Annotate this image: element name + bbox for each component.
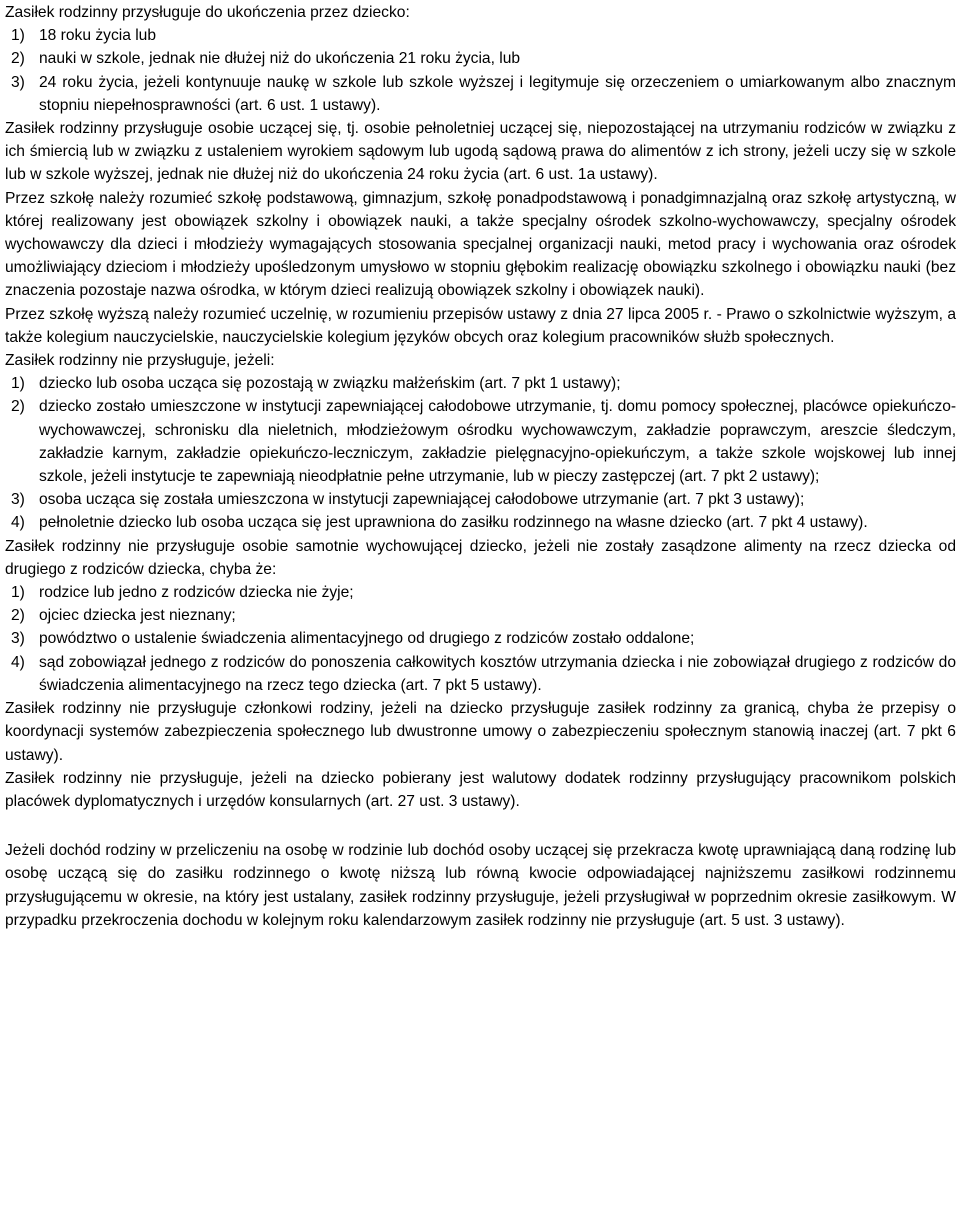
- list-item-number: 4): [11, 514, 25, 532]
- list-item: [5, 395, 956, 488]
- list-item: [5, 47, 956, 70]
- paragraph-school-definition: Przez szkołę należy rozumieć szkołę podstawową, gimnazjum, szkołę ponadpodstawową i ponadgimnazjalną oraz szkołę artystyczną, w której realizowany jest obowiązek szkolny i obowiązek nauki, a także specjalny ośrodek szkolno-wychowawczy, specjalny ośrodek wychowawczy dla dzieci i młodzieży wymagających stosowania specjalnej organizacji nauki, metod pracy i wychowania oraz ośrodek umożliwiający dzieciom i młodzieży upośledzonym umysłowo w stopniu głębokim realizację obowiązku szkolnego i obowiązku nauki (bez znaczenia pozostaje nazwa ośrodka, w którym dzieci realizują obowiązek szkolny i obowiązek nauki).: [5, 189, 956, 300]
- list-item-text: nauki w szkole, jednak nie dłużej niż do ukończenia 21 roku życia, lub: [39, 50, 521, 68]
- list-single-parent-exceptions: [5, 581, 956, 697]
- paragraph-higher-school-definition: Przez szkołę wyższą należy rozumieć uczelnię, w rozumieniu przepisów ustawy z dnia 27 lipca 2005 r. - Prawo o szkolnictwie wyższym, a także kolegium nauczycielskie, nauczycielskie kolegium języków obcych oraz kolegium pracowników służb społecznych.: [5, 305, 956, 346]
- list-item-number: 1): [11, 27, 25, 45]
- list-item: [5, 581, 956, 604]
- list-item-text: osoba ucząca się została umieszczona w instytucji zapewniającej całodobowe utrzymanie (art. 7 pkt 3 ustawy);: [39, 491, 805, 509]
- list-item-number: 2): [11, 607, 25, 625]
- list-item-number: 3): [11, 630, 25, 648]
- list-item-number: 3): [11, 491, 25, 509]
- document-body: [5, 1, 956, 932]
- paragraph-foreign-benefit: Zasiłek rodzinny nie przysługuje członkowi rodziny, jeżeli na dziecko przysługuje zasiłek rodzinny za granicą, chyba że przepisy o koordynacji systemów zabezpieczenia społecznego lub dwustronne umowy o zabezpieczeniu społecznym stanowią inaczej (art. 7 pkt 6 ustawy).: [5, 700, 956, 764]
- list-item-text: rodzice lub jedno z rodziców dziecka nie żyje;: [39, 584, 354, 602]
- list-item-text: sąd zobowiązał jednego z rodziców do ponoszenia całkowitych kosztów utrzymania dziecka i nie zobowiązał drugiego z rodziców do świadczenia alimentacyjnego na rzecz tego dziecka (art. 7 pkt 5 ustawy).: [39, 653, 956, 694]
- list-item-text: dziecko zostało umieszczone w instytucji zapewniającej całodobowe utrzymanie, tj. domu pomocy społecznej, placówce opiekuńczo-wychowawczej, schronisku dla nieletnich, młodzieżowym ośrodku wychowawczym, zakładzie poprawczym, areszcie śledczym, zakładzie karnym, zakładzie opiekuńczo-leczniczym, zakładzie pielęgnacyjno-opiekuńczym, a także szkole wojskowej lub innej szkole, jeżeli instytucje te zapewniają nieodpłatnie pełne utrzymanie, lub w pieczy zastępczej (art. 7 pkt 2 ustawy);: [39, 398, 956, 486]
- paragraph-learning-person: Zasiłek rodzinny przysługuje osobie uczącej się, tj. osobie pełnoletniej uczącej się, niepozostającej na utrzymaniu rodziców w związku z ich śmiercią lub w związku z ustaleniem wyrokiem sądowym lub ugodą sądową prawa do alimentów z ich strony, jeżeli uczy się w szkole lub w szkole wyższej, jednak nie dłużej niż do ukończenia 24 roku życia (art. 6 ust. 1a ustawy).: [5, 120, 956, 184]
- paragraph-currency-allowance: Zasiłek rodzinny nie przysługuje, jeżeli na dziecko pobierany jest walutowy dodatek rodzinny przysługujący pracownikom polskich placówek dyplomatycznych i urzędów konsularnych (art. 27 ust. 3 ustawy).: [5, 769, 956, 810]
- paragraph-single-parent: Zasiłek rodzinny nie przysługuje osobie samotnie wychowującej dziecko, jeżeli nie zostały zasądzone alimenty na rzecz dziecka od drugiego z rodziców dziecka, chyba że:: [5, 537, 956, 578]
- list-item: [5, 372, 956, 395]
- paragraph-exclusions-intro: Zasiłek rodzinny nie przysługuje, jeżeli:: [5, 352, 275, 370]
- list-item-text: pełnoletnie dziecko lub osoba ucząca się jest uprawniona do zasiłku rodzinnego na własne dziecko (art. 7 pkt 4 ustawy).: [39, 514, 868, 532]
- list-item-number: 2): [11, 398, 25, 416]
- list-item: [5, 604, 956, 627]
- list-item-number: 3): [11, 73, 25, 91]
- list-item-text: ojciec dziecka jest nieznany;: [39, 607, 236, 625]
- paragraph-age-limits-intro: Zasiłek rodzinny przysługuje do ukończenia przez dziecko:: [5, 4, 410, 21]
- list-item: [5, 511, 956, 534]
- list-item-number: 1): [11, 584, 25, 602]
- list-item-number: 2): [11, 50, 25, 68]
- list-item: [5, 24, 956, 47]
- list-item-number: 4): [11, 653, 25, 671]
- list-exclusions: [5, 372, 956, 534]
- list-item-text: 18 roku życia lub: [39, 27, 157, 45]
- list-item-text: dziecko lub osoba ucząca się pozostają w związku małżeńskim (art. 7 pkt 1 ustawy);: [39, 375, 621, 393]
- list-item: [5, 71, 956, 117]
- list-item: [5, 488, 956, 511]
- list-item-text: powództwo o ustalenie świadczenia alimentacyjnego od drugiego z rodziców zostało oddalone;: [39, 630, 695, 648]
- paragraph-spacer: [5, 813, 956, 839]
- list-item: [5, 627, 956, 650]
- list-item-number: 1): [11, 375, 25, 393]
- list-item-text: 24 roku życia, jeżeli kontynuuje naukę w szkole lub szkole wyższej i legitymuje się orzeczeniem o umiarkowanym albo znacznym stopniu niepełnosprawności (art. 6 ust. 1 ustawy).: [39, 73, 956, 114]
- list-item: [5, 651, 956, 697]
- paragraph-income-threshold: Jeżeli dochód rodziny w przeliczeniu na osobę w rodzinie lub dochód osoby uczącej się przekracza kwotę uprawniającą daną rodzinę lub osobę uczącą się do zasiłku rodzinnego o kwotę niższą lub równą kwocie odpowiadającej najniższemu zasiłkowi rodzinnemu przysługującemu w okresie, na który jest ustalany, zasiłek rodzinny przysługuje, jeżeli przysługiwał w poprzednim okresie zasiłkowym. W przypadku przekroczenia dochodu w kolejnym roku kalendarzowym zasiłek rodzinny nie przysługuje (art. 5 ust. 3 ustawy).: [5, 842, 956, 929]
- list-age-limits: [5, 24, 956, 117]
